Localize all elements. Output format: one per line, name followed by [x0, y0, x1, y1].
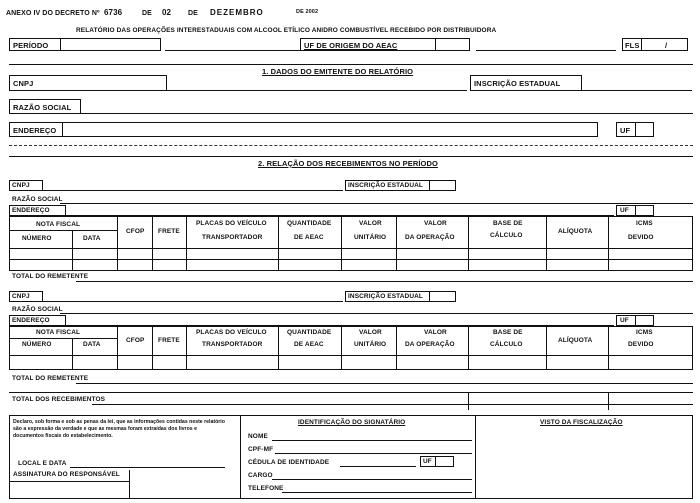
- t1-base-1: BASE DE: [493, 220, 523, 227]
- uf-origem-field[interactable]: [436, 38, 470, 51]
- decree-day: 02: [162, 8, 172, 17]
- t1-valor-unit-2: UNITÁRIO: [354, 234, 387, 241]
- declaracao-text: Declaro, sob forma e sob as penas da lei, que as informações contidas neste relatório são a expressão da verdade e que as mesmas foram extraídas dos livros e documentos fiscais do estabelecimento.: [13, 419, 225, 440]
- remetente1-total-field[interactable]: [76, 281, 693, 282]
- t2-numero: NÚMERO: [22, 341, 52, 348]
- t1-aliquota: ALÍQUOTA: [558, 228, 593, 235]
- t1-placas-2: TRANSPORTADOR: [202, 234, 263, 241]
- remetente2-cnpj-field[interactable]: [43, 301, 343, 302]
- t2-data: DATA: [83, 341, 101, 348]
- telefone-label: TELEFONE: [248, 485, 284, 492]
- cargo-field[interactable]: [272, 479, 472, 480]
- t2-placas-2: TRANSPORTADOR: [202, 341, 263, 348]
- t2-icms-2: DEVIDO: [628, 341, 654, 348]
- t2-quantidade-2: DE AEAC: [294, 341, 324, 348]
- remetente1-razao-field[interactable]: [60, 203, 693, 204]
- remetente2-uf-field[interactable]: [636, 315, 654, 326]
- signatario-uf-field[interactable]: [436, 456, 454, 467]
- t1-nota-fiscal: NOTA FISCAL: [36, 221, 81, 228]
- t1-valor-op-2: DA OPERAÇÃO: [405, 234, 455, 241]
- t2-cfop: CFOP: [126, 337, 145, 344]
- t1-quantidade-1: QUANTIDADE: [287, 220, 332, 227]
- decree-month: DEZEMBRO: [210, 8, 264, 17]
- decree-year: DE 2002: [296, 9, 319, 15]
- cedula-label: CÉDULA DE IDENTIDADE: [248, 459, 330, 466]
- remetente2-uf-label: UF: [620, 317, 629, 324]
- telefone-field[interactable]: [282, 492, 472, 493]
- remetente1-table: [9, 216, 693, 271]
- remetente2-total-label: TOTAL DO REMETENTE: [12, 375, 89, 382]
- emitente-uf-field[interactable]: [636, 122, 654, 137]
- emitente-inscricao-label: INSCRIÇÃO ESTADUAL: [474, 79, 561, 88]
- remetente1-razao-label: RAZÃO SOCIAL: [12, 196, 63, 203]
- t2-valor-op-1: VALOR: [424, 329, 447, 336]
- emitente-inscricao-field[interactable]: [582, 90, 692, 91]
- assinatura-field[interactable]: [130, 478, 241, 499]
- t1-base-2: CÁLCULO: [490, 232, 523, 239]
- fls-separator: /: [665, 41, 668, 50]
- emitente-uf-label: UF: [620, 126, 631, 135]
- decree-number: 6736: [104, 8, 123, 17]
- t2-frete: FRETE: [158, 337, 180, 344]
- t1-quantidade-2: DE AEAC: [294, 234, 324, 241]
- emitente-razao-field[interactable]: [81, 113, 693, 114]
- remetente2-cnpj-label: CNPJ: [12, 293, 30, 300]
- emitente-razao-label: RAZÃO SOCIAL: [13, 103, 72, 112]
- t1-cfop: CFOP: [126, 228, 145, 235]
- remetente2-total-field[interactable]: [76, 383, 693, 384]
- nome-label: NOME: [248, 433, 268, 440]
- t2-placas-1: PLACAS DO VEÍCULO: [196, 329, 267, 336]
- t2-icms-1: ICMS: [636, 329, 653, 336]
- remetente1-uf-field[interactable]: [636, 205, 654, 216]
- remetente2-razao-field[interactable]: [60, 313, 693, 314]
- emitente-endereco-label: ENDEREÇO: [13, 126, 57, 135]
- remetente2-inscricao-label: INSCRIÇÃO ESTADUAL: [348, 293, 423, 300]
- t2-base-1: BASE DE: [493, 329, 523, 336]
- form-title: RELATÓRIO DAS OPERAÇÕES INTERESTADUAIS COM ALCOOL ETÍLICO ANIDRO COMBUSTÍVEL RECEBIDO POR DISTRIBUIDORA: [76, 27, 497, 34]
- t1-icms-1: ICMS: [636, 220, 653, 227]
- total-recebimentos-label: TOTAL DOS RECEBIMENTOS: [12, 396, 106, 403]
- fls-label: FLS: [625, 41, 640, 50]
- remetente2-endereco-label: ENDEREÇO: [12, 317, 50, 324]
- t2-valor-op-2: DA OPERAÇÃO: [405, 341, 455, 348]
- t2-base-2: CÁLCULO: [490, 341, 523, 348]
- signatario-title: IDENTIFICAÇÃO DO SIGNATÁRIO: [298, 419, 406, 426]
- emitente-endereco-field[interactable]: [63, 122, 598, 137]
- remetente1-endereco-label: ENDEREÇO: [12, 207, 50, 214]
- visto-fiscalizacao-box[interactable]: [476, 415, 693, 499]
- periodo-field[interactable]: [61, 38, 161, 51]
- t2-aliquota: ALÍQUOTA: [558, 337, 593, 344]
- t2-valor-unit-1: VALOR: [359, 329, 382, 336]
- remetente1-cnpj-field[interactable]: [43, 190, 343, 191]
- t2-quantidade-1: QUANTIDADE: [287, 329, 332, 336]
- local-data-field[interactable]: [70, 467, 225, 468]
- cedula-field[interactable]: [340, 466, 416, 467]
- decree-de-2: DE: [188, 10, 198, 17]
- periodo-label: PERÍODO: [13, 41, 49, 50]
- total-recebimentos-field[interactable]: [92, 404, 693, 405]
- remetente2-table: [9, 326, 693, 370]
- remetente1-cnpj-label: CNPJ: [12, 182, 30, 189]
- t1-valor-op-1: VALOR: [424, 220, 447, 227]
- remetente2-inscricao-field[interactable]: [430, 291, 456, 302]
- annex-label: ANEXO IV DO DECRETO Nº: [6, 10, 100, 17]
- t1-data: DATA: [83, 235, 101, 242]
- t1-numero: NÚMERO: [22, 235, 52, 242]
- t1-placas-1: PLACAS DO VEÍCULO: [196, 220, 267, 227]
- section1-title: 1. DADOS DO EMITENTE DO RELATÓRIO: [262, 67, 414, 76]
- remetente1-total-label: TOTAL DO REMETENTE: [12, 273, 89, 280]
- local-data-label: LOCAL E DATA: [18, 460, 67, 467]
- t1-icms-2: DEVIDO: [628, 234, 654, 241]
- remetente1-inscricao-field[interactable]: [430, 180, 456, 191]
- t2-valor-unit-2: UNITÁRIO: [354, 341, 387, 348]
- signatario-uf-label: UF: [423, 458, 432, 465]
- cpf-field[interactable]: [275, 453, 472, 454]
- t1-valor-unit-1: VALOR: [359, 220, 382, 227]
- remetente2-razao-label: RAZÃO SOCIAL: [12, 306, 63, 313]
- assinatura-label: ASSINATURA DO RESPONSÁVEL: [13, 471, 120, 478]
- remetente1-inscricao-label: INSCRIÇÃO ESTADUAL: [348, 182, 423, 189]
- remetente1-uf-label: UF: [620, 207, 629, 214]
- cpf-label: CPF-MF: [248, 446, 274, 453]
- section2-title: 2. RELAÇÃO DOS RECEBIMENTOS NO PERÍODO: [258, 159, 438, 168]
- uf-origem-label: UF DE ORIGEM DO AEAC: [304, 41, 398, 50]
- decree-de-1: DE: [142, 10, 152, 17]
- t1-frete: FRETE: [158, 228, 180, 235]
- nome-field[interactable]: [272, 440, 472, 441]
- emitente-cnpj-label: CNPJ: [13, 79, 34, 88]
- visto-fiscalizacao-label: VISTO DA FISCALIZAÇÃO: [540, 419, 623, 426]
- cargo-label: CARGO: [248, 472, 273, 479]
- t2-nota-fiscal: NOTA FISCAL: [36, 329, 81, 336]
